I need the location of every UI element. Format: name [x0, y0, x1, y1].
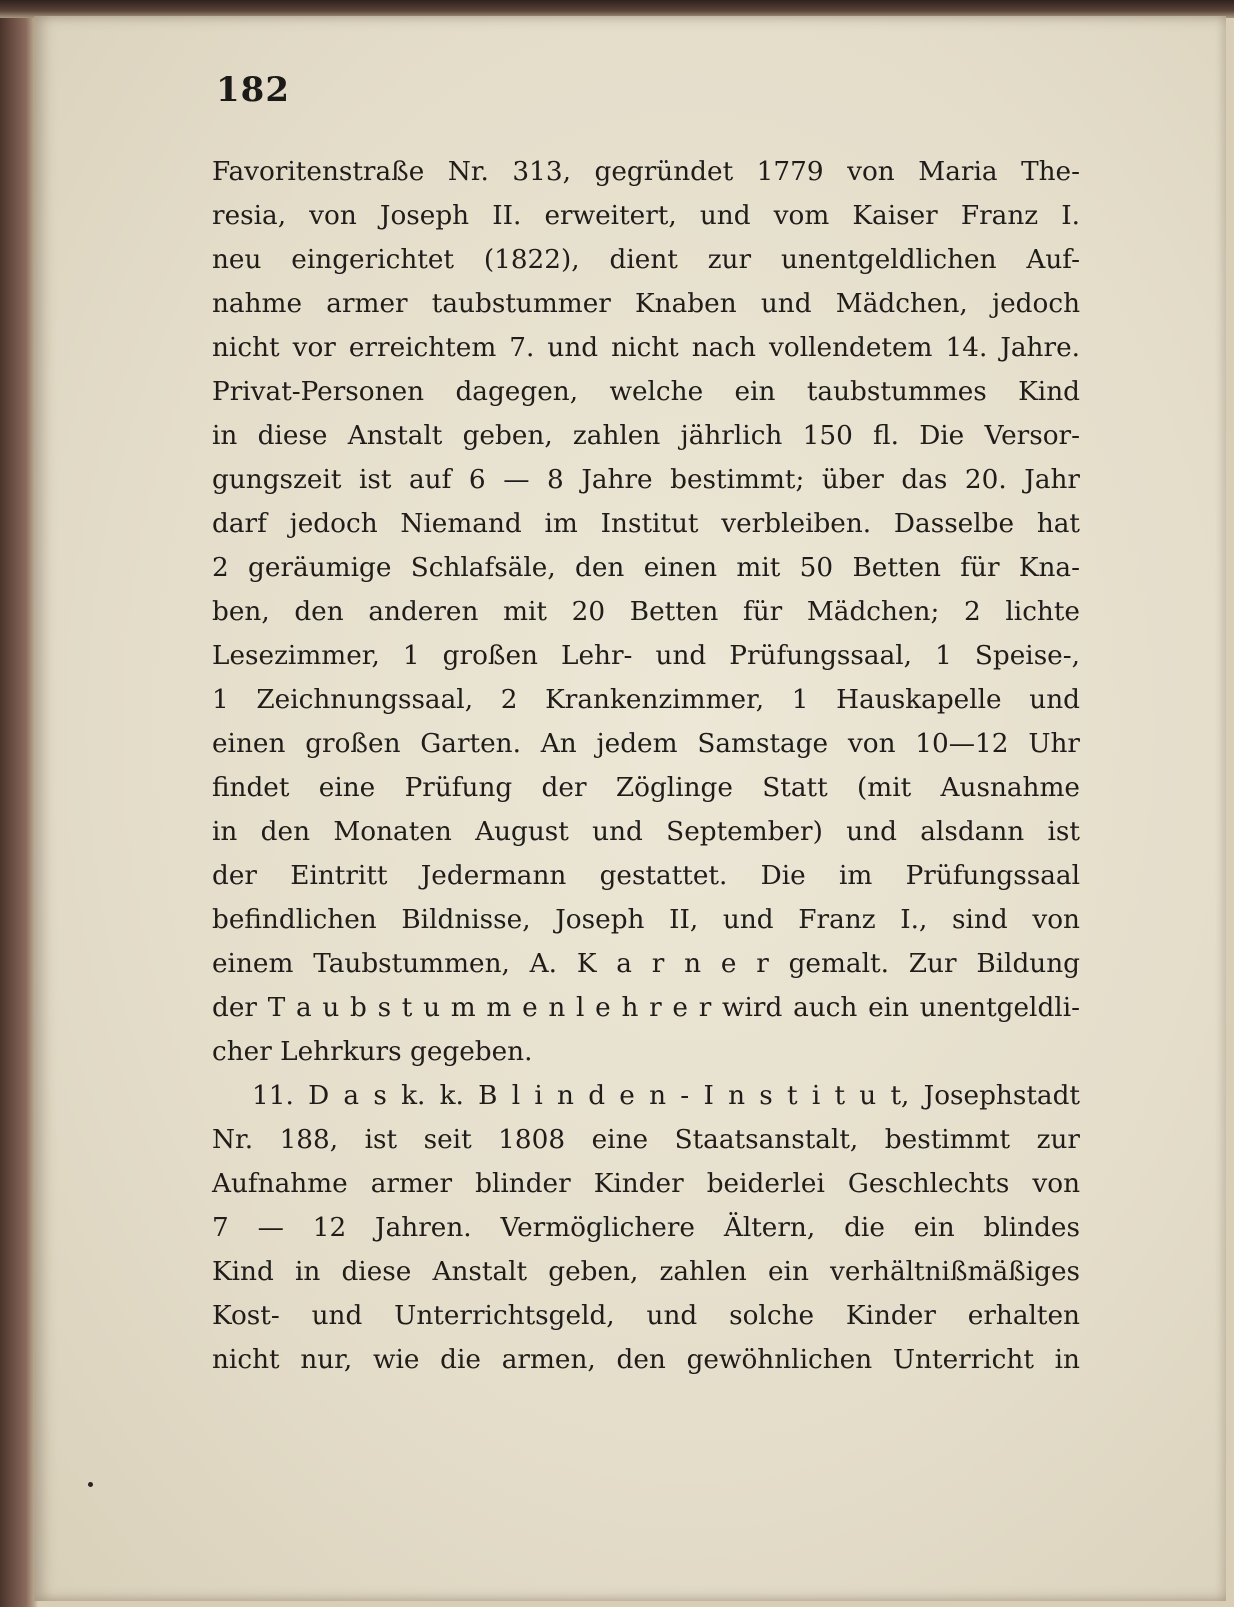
page-number: 182 — [216, 70, 290, 110]
text-line: Privat-Personen dagegen, welche ein taubstummes Kind — [212, 377, 1080, 407]
text-line: ben, den anderen mit 20 Betten für Mädchen; 2 lichte — [212, 597, 1080, 627]
text-line: Aufnahme armer blinder Kinder beiderlei Geschlechts von — [212, 1169, 1080, 1199]
text-line: nicht vor erreichtem 7. und nicht nach vollendetem 14. Jahre. — [212, 333, 1080, 363]
text-line: findet eine Prüfung der Zöglinge Statt (mit Ausnahme — [212, 773, 1080, 803]
text-line: Favoritenstraße Nr. 313, gegründet 1779 von Maria The- — [212, 157, 1080, 187]
text-line-paragraph-start: 11. D a s k. k. B l i n d e n - I n s t i t u t, Josephstadt — [252, 1081, 1080, 1111]
text-line: 7 — 12 Jahren. Vermöglichere Ältern, die ein blindes — [212, 1213, 1080, 1243]
text-line: befindlichen Bildnisse, Joseph II, und Franz I., sind von — [212, 905, 1080, 935]
text-line: nahme armer taubstummer Knaben und Mädchen, jedoch — [212, 289, 1080, 319]
text-line-paragraph-end: cher Lehrkurs gegeben. — [212, 1037, 533, 1067]
text-line: der Eintritt Jedermann gestattet. Die im Prüfungssaal — [212, 861, 1080, 891]
text-line: Kost- und Unterrichtsgeld, und solche Kinder erhalten — [212, 1301, 1080, 1331]
text-line: gungszeit ist auf 6 — 8 Jahre bestimmt; über das 20. Jahr — [212, 465, 1080, 495]
text-line: einen großen Garten. An jedem Samstage von 10—12 Uhr — [212, 729, 1080, 759]
text-line: der T a u b s t u m m e n l e h r e r wird auch ein unentgeldli- — [212, 993, 1080, 1023]
text-line: 1 Zeichnungssaal, 2 Krankenzimmer, 1 Hauskapelle und — [212, 685, 1080, 715]
ink-speck — [88, 1482, 93, 1487]
text-line: Lesezimmer, 1 großen Lehr- und Prüfungssaal, 1 Speise-, — [212, 641, 1080, 671]
text-line: resia, von Joseph II. erweitert, und vom Kaiser Franz I. — [212, 201, 1080, 231]
text-line: neu eingerichtet (1822), dient zur unentgeldlichen Auf- — [212, 245, 1080, 275]
text-line: Nr. 188, ist seit 1808 eine Staatsanstalt, bestimmt zur — [212, 1125, 1080, 1155]
text-line: nicht nur, wie die armen, den gewöhnlichen Unterricht in — [212, 1345, 1080, 1375]
text-line: in diese Anstalt geben, zahlen jährlich 150 fl. Die Versor- — [212, 421, 1080, 451]
text-line: Kind in diese Anstalt geben, zahlen ein verhältnißmäßiges — [212, 1257, 1080, 1287]
text-line: darf jedoch Niemand im Institut verbleiben. Dasselbe hat — [212, 509, 1080, 539]
text-line: 2 geräumige Schlafsäle, den einen mit 50 Betten für Kna- — [212, 553, 1080, 583]
text-line: einem Taubstummen, A. K a r n e r gemalt. Zur Bildung — [212, 949, 1080, 979]
text-line: in den Monaten August und September) und alsdann ist — [212, 817, 1080, 847]
page-text — [212, 150, 1080, 1382]
